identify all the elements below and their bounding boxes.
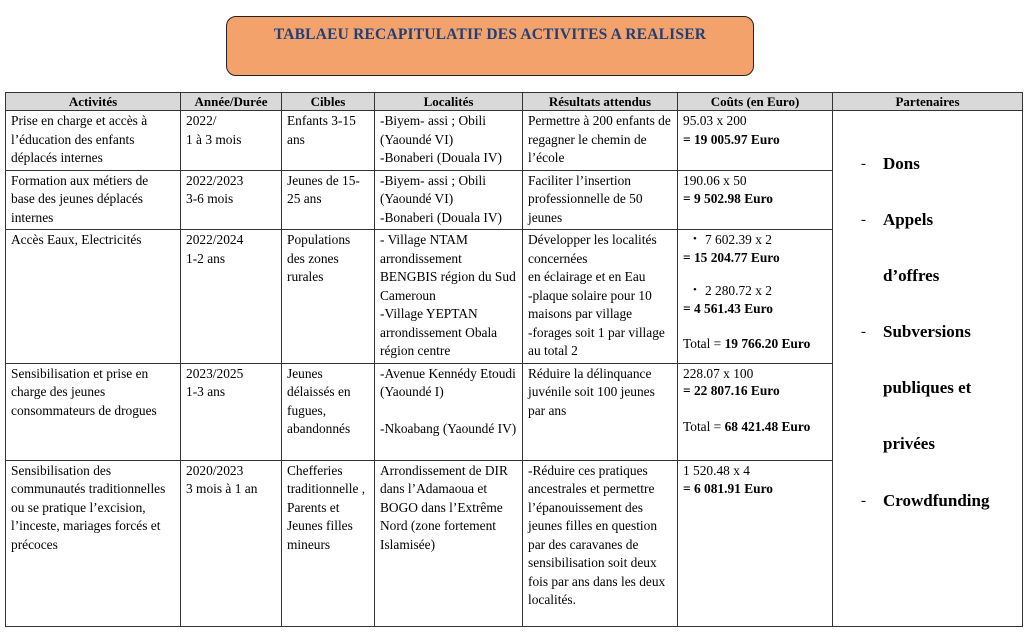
title-banner — [226, 16, 754, 76]
header-activites: Activités — [6, 93, 181, 111]
cell-activite: Sensibilisation des communautés traditionnelles ou se pratique l’excision, l’inceste, mariages forcés et précoces — [6, 460, 181, 626]
header-resultats: Résultats attendus — [523, 93, 678, 111]
cell-cibles: Populations des zones rurales — [282, 230, 375, 364]
cell-partenaires — [833, 111, 1023, 627]
cout-total: = 15 204.77 Euro — [683, 249, 780, 265]
partner-bullet: - — [861, 212, 866, 228]
cell-resultats: Permettre à 200 enfants de regagner le chemin de l’école — [523, 111, 678, 171]
cell-localites — [375, 170, 523, 230]
localite: -Avenue Kennédy Etoudi (Yaoundé I) — [380, 365, 516, 399]
table-header-row — [6, 93, 1023, 111]
cout-total: = 4 561.43 Euro — [683, 300, 773, 316]
cell-localites — [375, 230, 523, 364]
cell-resultats — [523, 230, 678, 364]
localite: -Biyem- assi ; Obili (Yaoundé VI) — [380, 172, 487, 206]
cout-total: = 9 502.98 Euro — [683, 191, 773, 206]
localite: -Bonaberi (Douala IV) — [380, 150, 502, 165]
partner-offres: d’offres — [883, 266, 940, 285]
cell-activite: Formation aux métiers de base des jeunes déplacés internes — [6, 170, 181, 230]
cout-calc: 190.06 x 50 — [683, 172, 747, 188]
header-couts: Coûts (en Euro) — [678, 93, 833, 111]
total-value: 19 766.20 Euro — [724, 336, 811, 351]
cout-calc: • 7 602.39 x 2 — [683, 231, 827, 249]
header-partenaires: Partenaires — [833, 93, 1023, 111]
cell-annee — [181, 111, 282, 171]
resultat-line: -forages soit 1 par village au total 2 — [528, 324, 665, 358]
cout-calc: • 2 280.72 x 2 — [683, 282, 827, 300]
cell-resultats: Réduire la délinquance juvénile soit 100 jeunes par ans — [523, 363, 678, 460]
total-value: 68 421.48 Euro — [724, 418, 811, 434]
partner-publiques: publiques et — [883, 378, 972, 397]
cell-cibles: Jeunes de 15-25 ans — [282, 170, 375, 230]
partner-appels: Appels — [883, 210, 934, 229]
partner-bullet: - — [861, 493, 866, 509]
table-row — [6, 111, 1023, 171]
cell-annee — [181, 230, 282, 364]
cout-total: = 22 807.16 Euro — [683, 383, 780, 398]
annee-year: 2023/2025 — [186, 365, 244, 381]
resultat-line: -plaque solaire pour 10 maisons par village — [528, 287, 652, 321]
annee-duration: 1-3 ans — [186, 384, 226, 399]
cell-localites: Arrondissement de DIR dans l’Adamaoua et BOGO dans l’Extrême Nord (zone fortement Islamisée) — [375, 460, 523, 626]
localite: -Biyem- assi ; Obili (Yaoundé VI) — [380, 113, 487, 147]
localite: - Village NTAM arrondissement BENGBIS région du Sud Cameroun — [380, 232, 516, 303]
annee-duration: 1 à 3 mois — [186, 131, 242, 147]
cout-grand-total — [683, 335, 827, 353]
localite: -Nkoabang (Yaoundé IV) — [380, 420, 517, 436]
cell-activite: Prise en charge et accès à l’éducation des enfants déplacés internes — [6, 111, 181, 171]
annee-year: 2022/2024 — [186, 232, 244, 247]
annee-year: 2022/ — [186, 113, 217, 128]
header-annee: Année/Durée — [181, 93, 282, 111]
localite: -Bonaberi (Douala IV) — [380, 209, 502, 225]
resultat-line: en éclairage et en Eau — [528, 269, 646, 284]
total-label: Total = — [683, 336, 725, 351]
annee-duration: 1-2 ans — [186, 250, 226, 266]
total-label: Total = — [683, 418, 725, 434]
header-localites: Localités — [375, 93, 523, 111]
annee-duration: 3-6 mois — [186, 191, 234, 206]
cell-cibles: Enfants 3-15 ans — [282, 111, 375, 171]
partner-subversions: Subversions — [883, 322, 971, 341]
cell-couts — [678, 363, 833, 460]
cell-couts — [678, 460, 833, 626]
cell-annee — [181, 460, 282, 626]
annee-year: 2020/2023 — [186, 462, 244, 478]
cell-localites — [375, 363, 523, 460]
localite: -Village YEPTAN arrondissement Obala région centre — [380, 306, 498, 358]
cell-resultats: -Réduire ces pratiques ancestrales et permettre l’épanouissement des jeunes filles en question par des caravanes de sensibilisation soit deux fois par ans dans les deux localités. — [523, 460, 678, 626]
cell-annee — [181, 170, 282, 230]
annee-year: 2022/2023 — [186, 172, 244, 188]
cell-couts — [678, 230, 833, 364]
header-cibles: Cibles — [282, 93, 375, 111]
cell-cibles: Jeunes délaissés en fugues, abandonnés — [282, 363, 375, 460]
cout-calc: 95.03 x 200 — [683, 113, 747, 128]
partner-bullet: - — [861, 324, 866, 340]
partner-dons: Dons — [883, 154, 920, 173]
cell-localites — [375, 111, 523, 171]
page-title: TABLAEU RECAPITULATIF DES ACTIVITES A REALISER — [273, 26, 707, 43]
cout-calc: 228.07 x 100 — [683, 365, 754, 381]
partner-privees: privées — [883, 434, 935, 453]
cout-grand-total — [683, 418, 827, 436]
cell-cibles: Chefferies traditionnelle , Parents et Jeunes filles mineurs — [282, 460, 375, 626]
resultat-line: Développer les localités concernées — [528, 232, 657, 266]
cout-total: = 6 081.91 Euro — [683, 481, 773, 496]
cell-annee — [181, 363, 282, 460]
partner-crowdfunding: Crowdfunding — [883, 491, 990, 510]
cell-resultats: Faciliter l’insertion professionnelle de 50 jeunes — [523, 170, 678, 230]
cell-activite: Sensibilisation et prise en charge des jeunes consommateurs de drogues — [6, 363, 181, 460]
annee-duration: 3 mois à 1 an — [186, 481, 258, 496]
activities-table — [5, 92, 1023, 627]
cell-activite: Accès Eaux, Electricités — [6, 230, 181, 364]
partner-bullet: - — [861, 156, 866, 172]
cell-couts — [678, 170, 833, 230]
cout-total: = 19 005.97 Euro — [683, 131, 780, 147]
cell-couts — [678, 111, 833, 171]
cout-calc: 1 520.48 x 4 — [683, 462, 750, 478]
